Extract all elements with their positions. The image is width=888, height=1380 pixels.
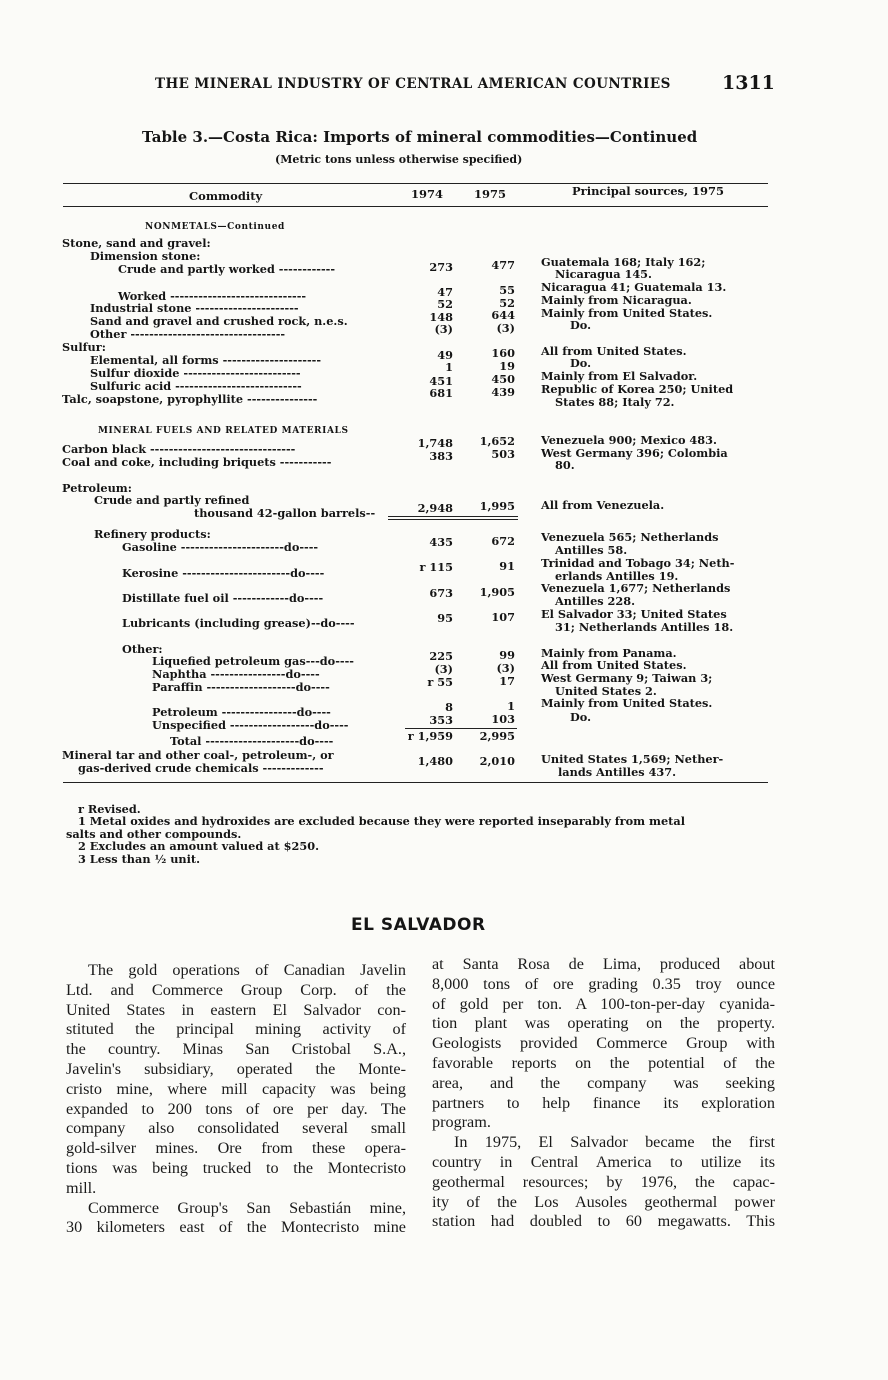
text-line: 30 kilometers east of the Montecristo mine	[66, 1218, 406, 1237]
source-text: El Salvador 33; United States	[541, 607, 727, 621]
value-1974: 2,948	[417, 501, 453, 515]
row-label: gas-derived crude chemicals -------------	[78, 761, 324, 775]
col-header-commodity: Commodity	[189, 189, 263, 203]
text-line: tions was being trucked to the Montecristo	[66, 1158, 406, 1177]
source-text: All from Venezuela.	[541, 498, 665, 512]
text-line: Geologists provided Commerce Group with	[432, 1034, 775, 1053]
value-1975: 672	[491, 534, 515, 548]
source-text: Do.	[570, 710, 592, 724]
col-header-1974: 1974	[411, 187, 444, 201]
value-1975: 99	[499, 648, 515, 662]
text-line: cristo mine, where mill capacity was being	[66, 1079, 406, 1098]
value-1975: 2,010	[479, 754, 515, 768]
value-1975: 52	[499, 296, 515, 310]
text-line: tion plant was operating on the property.	[432, 1014, 775, 1033]
row-label: Carbon black -------------------------------	[62, 442, 296, 456]
value-1974: 383	[429, 449, 453, 463]
source-text: Venezuela 900; Mexico 483.	[541, 433, 717, 447]
text-line: In 1975, El Salvador became the first	[454, 1133, 775, 1152]
source-text: Nicaragua 145.	[555, 267, 652, 281]
text-line: program.	[432, 1113, 491, 1132]
value-1975: 17	[499, 674, 515, 688]
footnote: 2 Excludes an amount valued at $250.	[78, 839, 320, 853]
source-text: Trinidad and Tobago 34; Neth-	[541, 556, 735, 570]
value-1975: 477	[491, 258, 515, 272]
source-text: Mainly from Nicaragua.	[541, 293, 692, 307]
value-1975: 19	[499, 359, 515, 373]
row-label: Elemental, all forms ---------------------	[90, 353, 322, 367]
source-text: 31; Netherlands Antilles 18.	[555, 620, 734, 634]
value-1975: 644	[491, 308, 515, 322]
value-1974: 673	[429, 586, 453, 600]
footnote: salts and other compounds.	[66, 827, 242, 841]
source-text: Antilles 58.	[555, 543, 628, 557]
value-1974: 47	[437, 285, 453, 299]
row-label: Mineral tar and other coal-, petroleum-, or	[62, 748, 334, 762]
value-1975: 55	[499, 283, 515, 297]
text-line: at Santa Rosa de Lima, produced about	[432, 955, 775, 973]
section-label: MINERAL FUELS AND RELATED MATERIALS	[98, 426, 349, 436]
double-rule	[388, 519, 518, 520]
footnote: 3 Less than ½ unit.	[78, 852, 201, 866]
row-label: Lubricants (including grease)--do----	[122, 616, 355, 630]
value-1975: 1,995	[479, 499, 515, 513]
source-text: Mainly from United States.	[541, 306, 713, 320]
source-text: 80.	[555, 458, 575, 472]
text-line: The gold operations of Canadian Javelin	[88, 961, 406, 979]
source-text: Mainly from Panama.	[541, 646, 677, 660]
col-header-1975: 1975	[474, 187, 507, 201]
row-label: Crude and partly refined	[94, 493, 250, 507]
text-line: ity of the Los Ausoles geothermal power	[432, 1192, 775, 1211]
value-1975: 503	[491, 447, 515, 461]
text-line: Javelin's subsidiary, operated the Monte-	[66, 1059, 406, 1078]
value-1975: 160	[491, 346, 515, 360]
value-1974: 95	[437, 611, 453, 625]
text-line: expanded to 200 tons of ore per day. The	[66, 1099, 406, 1118]
text-line: partners to help finance its exploration	[432, 1093, 775, 1112]
value-1974: 1	[445, 360, 453, 374]
value-1974: 49	[437, 348, 453, 362]
value-1975: 439	[491, 385, 515, 399]
row-label: Petroleum ----------------do----	[152, 705, 331, 719]
value-1975: 450	[491, 372, 515, 386]
value-1975: (3)	[496, 661, 515, 675]
double-rule	[388, 516, 518, 517]
table-title: Table 3.—Costa Rica: Imports of mineral commodities—Continued	[142, 128, 698, 146]
footnote: 1 Metal oxides and hydroxides are excluded because they were reported inseparably from metal	[78, 814, 686, 828]
row-label: Other ---------------------------------	[90, 327, 286, 341]
value-1974: r 115	[419, 560, 453, 574]
row-label: Stone, sand and gravel:	[62, 236, 211, 250]
value-1975: (3)	[496, 321, 515, 335]
body-column-right	[432, 955, 775, 1232]
table-bottom-rule	[63, 782, 768, 783]
value-1974: 353	[429, 713, 453, 727]
text-line: company also consolidated several small	[66, 1119, 406, 1138]
row-label: Unspecified ------------------do----	[152, 718, 349, 732]
source-text: Do.	[570, 318, 592, 332]
body-column-left	[66, 961, 406, 1238]
source-text: West Germany 9; Taiwan 3;	[541, 671, 713, 685]
value-1975: 1,652	[479, 434, 515, 448]
value-1974: 225	[429, 649, 453, 663]
footnote: r Revised.	[78, 802, 141, 816]
value-1974: 435	[429, 535, 453, 549]
row-label: Paraffin -------------------do----	[152, 680, 330, 694]
value-1975: 2,995	[479, 729, 515, 743]
source-text: West Germany 396; Colombia	[541, 446, 728, 460]
source-text: lands Antilles 437.	[558, 765, 677, 779]
row-label: Sulfuric acid ---------------------------	[90, 379, 302, 393]
source-text: United States 2.	[555, 684, 657, 698]
value-1974: 681	[429, 386, 453, 400]
row-label: Refinery products:	[94, 527, 211, 541]
value-1974: 1,480	[417, 754, 453, 768]
row-label: Sulfur dioxide -------------------------	[90, 366, 301, 380]
value-1974: (3)	[434, 322, 453, 336]
value-1975: 1	[507, 699, 515, 713]
running-title: THE MINERAL INDUSTRY OF CENTRAL AMERICAN COUNTRIES	[155, 76, 671, 92]
value-1974: 273	[429, 260, 453, 274]
row-label: thousand 42-gallon barrels--	[194, 506, 376, 520]
text-line: favorable reports on the potential of the	[432, 1053, 775, 1072]
text-line: stituted the principal mining activity of	[66, 1020, 406, 1039]
value-1975: 107	[491, 610, 515, 624]
source-text: Venezuela 565; Netherlands	[541, 530, 719, 544]
row-label: Petroleum:	[62, 481, 132, 495]
section-heading: EL SALVADOR	[351, 915, 486, 935]
text-line: Ltd. and Commerce Group Corp. of the	[66, 980, 406, 999]
row-label: Worked -----------------------------	[118, 289, 307, 303]
source-text: Mainly from El Salvador.	[541, 369, 698, 383]
row-label: Talc, soapstone, pyrophyllite ---------------	[62, 392, 318, 406]
source-text: Venezuela 1,677; Netherlands	[541, 581, 731, 595]
text-line: 8,000 tons of ore grading 0.35 troy ounce	[432, 974, 775, 993]
row-label: Gasoline ----------------------do----	[122, 540, 319, 554]
source-text: United States 1,569; Nether-	[541, 752, 724, 766]
row-label: Industrial stone ----------------------	[90, 301, 299, 315]
source-text: erlands Antilles 19.	[555, 569, 679, 583]
value-1974: 8	[445, 700, 453, 714]
source-text: All from United States.	[541, 344, 687, 358]
source-text: Guatemala 168; Italy 162;	[541, 255, 706, 269]
value-1974: 451	[429, 374, 453, 388]
value-1974: r 1,959	[407, 729, 453, 743]
text-line: country in Central America to utilize its	[432, 1152, 775, 1171]
text-line: of gold per ton. A 100-ton-per-day cyanida-	[432, 994, 775, 1013]
value-1975: 91	[499, 559, 515, 573]
row-label: Kerosine -----------------------do----	[122, 566, 325, 580]
section-label: NONMETALS—Continued	[145, 222, 285, 232]
text-line: gold-silver mines. Ore from these opera-	[66, 1139, 406, 1158]
row-label: Crude and partly worked ------------	[118, 262, 336, 276]
row-label: Other:	[122, 642, 163, 656]
source-text: Do.	[570, 356, 592, 370]
source-text: Antilles 228.	[555, 594, 636, 608]
text-line: station had doubled to 60 megawatts. This	[432, 1212, 775, 1231]
value-1974: 148	[429, 310, 453, 324]
value-1974: 52	[437, 297, 453, 311]
text-line: Commerce Group's San Sebastián mine,	[88, 1198, 406, 1217]
source-text: Nicaragua 41; Guatemala 13.	[541, 280, 727, 294]
source-text: States 88; Italy 72.	[555, 395, 675, 409]
row-label: Naphtha ----------------do----	[152, 667, 320, 681]
text-line: United States in eastern El Salvador con-	[66, 1000, 406, 1019]
page-number: 1311	[722, 72, 775, 94]
row-label: Liquefied petroleum gas---do----	[152, 654, 354, 668]
source-text: Mainly from United States.	[541, 696, 713, 710]
source-text: Republic of Korea 250; United	[541, 382, 734, 396]
row-label: Distillate fuel oil ------------do----	[122, 591, 324, 605]
table-subtitle: (Metric tons unless otherwise specified)	[275, 153, 523, 166]
row-label: Total --------------------do----	[170, 734, 334, 748]
source-text: All from United States.	[541, 658, 687, 672]
text-line: area, and the company was seeking	[432, 1073, 775, 1092]
text-line: geothermal resources; by 1976, the capac-	[432, 1172, 775, 1191]
value-1974: (3)	[434, 662, 453, 676]
col-header-sources: Principal sources, 1975	[572, 184, 725, 198]
value-1974: 1,748	[417, 436, 453, 450]
value-1974: r 55	[427, 675, 453, 689]
value-1975: 1,905	[479, 585, 515, 599]
value-1975: 103	[491, 712, 515, 726]
row-label: Sand and gravel and crushed rock, n.e.s.	[90, 314, 348, 328]
text-line: the country. Minas San Cristobal S.A.,	[66, 1040, 406, 1059]
table-header-rule	[63, 206, 768, 207]
row-label: Coal and coke, including briquets -----------	[62, 455, 332, 469]
text-line: mill.	[66, 1178, 97, 1197]
row-label: Dimension stone:	[90, 249, 201, 263]
row-label: Sulfur:	[62, 340, 106, 354]
